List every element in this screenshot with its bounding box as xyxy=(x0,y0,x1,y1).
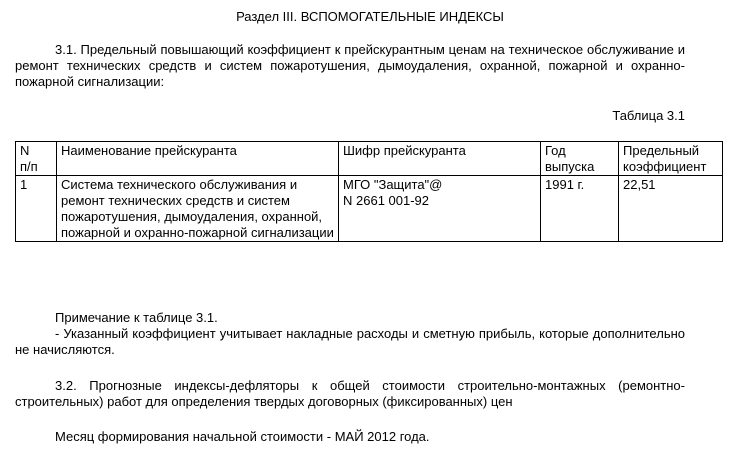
section-title: Раздел III. ВСПОМОГАТЕЛЬНЫЕ ИНДЕКСЫ xyxy=(236,9,504,24)
header-number-line2: п/п xyxy=(20,159,38,174)
row-code-line2: N 2661 001-92 xyxy=(343,193,430,208)
header-code: Шифр прейскуранта xyxy=(339,142,541,176)
table-caption: Таблица 3.1 xyxy=(612,108,685,123)
header-coefficient xyxy=(619,142,723,176)
header-year xyxy=(541,142,619,176)
row-coefficient: 22,51 xyxy=(619,176,723,242)
row-code-line1: МГО "Защита"@ xyxy=(343,177,443,192)
header-year-line1: Год xyxy=(545,143,566,158)
paragraph-3-1 xyxy=(15,42,685,90)
row-year: 1991 г. xyxy=(541,176,619,242)
header-coefficient-line1: Предельный xyxy=(623,143,700,158)
row-name: Система технического обслуживания и ремонт технических средств и систем пожаротушения, дымоудаления, охранной, пожарной и охранно-пожарной сигнализации xyxy=(57,176,339,242)
header-number-line1: N xyxy=(20,143,30,158)
note-text xyxy=(15,326,685,358)
table-header-row xyxy=(16,142,723,176)
note-text-content: - Указанный коэффициент учитывает накладные расходы и сметную прибыль, которые дополнительно не начисляются. xyxy=(15,326,685,357)
header-name: Наименование прейскуранта xyxy=(57,142,339,176)
paragraph-3-2-text: 3.2. Прогнозные индексы-дефляторы к общей стоимости строительно-монтажных (ремонтно-строительных) работ для определения твердых договорных (фиксированных) цен xyxy=(15,378,685,409)
month-formation-text: Месяц формирования начальной стоимости - МАЙ 2012 года. xyxy=(55,429,430,444)
note-title: Примечание к таблице 3.1. xyxy=(55,310,218,325)
header-number xyxy=(16,142,57,176)
row-code xyxy=(339,176,541,242)
paragraph-3-2 xyxy=(15,378,685,410)
header-year-line2: выпуска xyxy=(545,159,595,174)
header-coefficient-line2: коэффициент xyxy=(623,159,707,174)
price-coefficient-table xyxy=(15,141,723,242)
table-row xyxy=(16,176,723,242)
paragraph-3-1-text: 3.1. Предельный повышающий коэффициент к прейскурантным ценам на техническое обслуживание и ремонт технических средств и систем пожаротушения, дымоудаления, охранной, пожарной и охранно-пожарной сигнализации: xyxy=(15,42,685,89)
row-number: 1 xyxy=(16,176,57,242)
